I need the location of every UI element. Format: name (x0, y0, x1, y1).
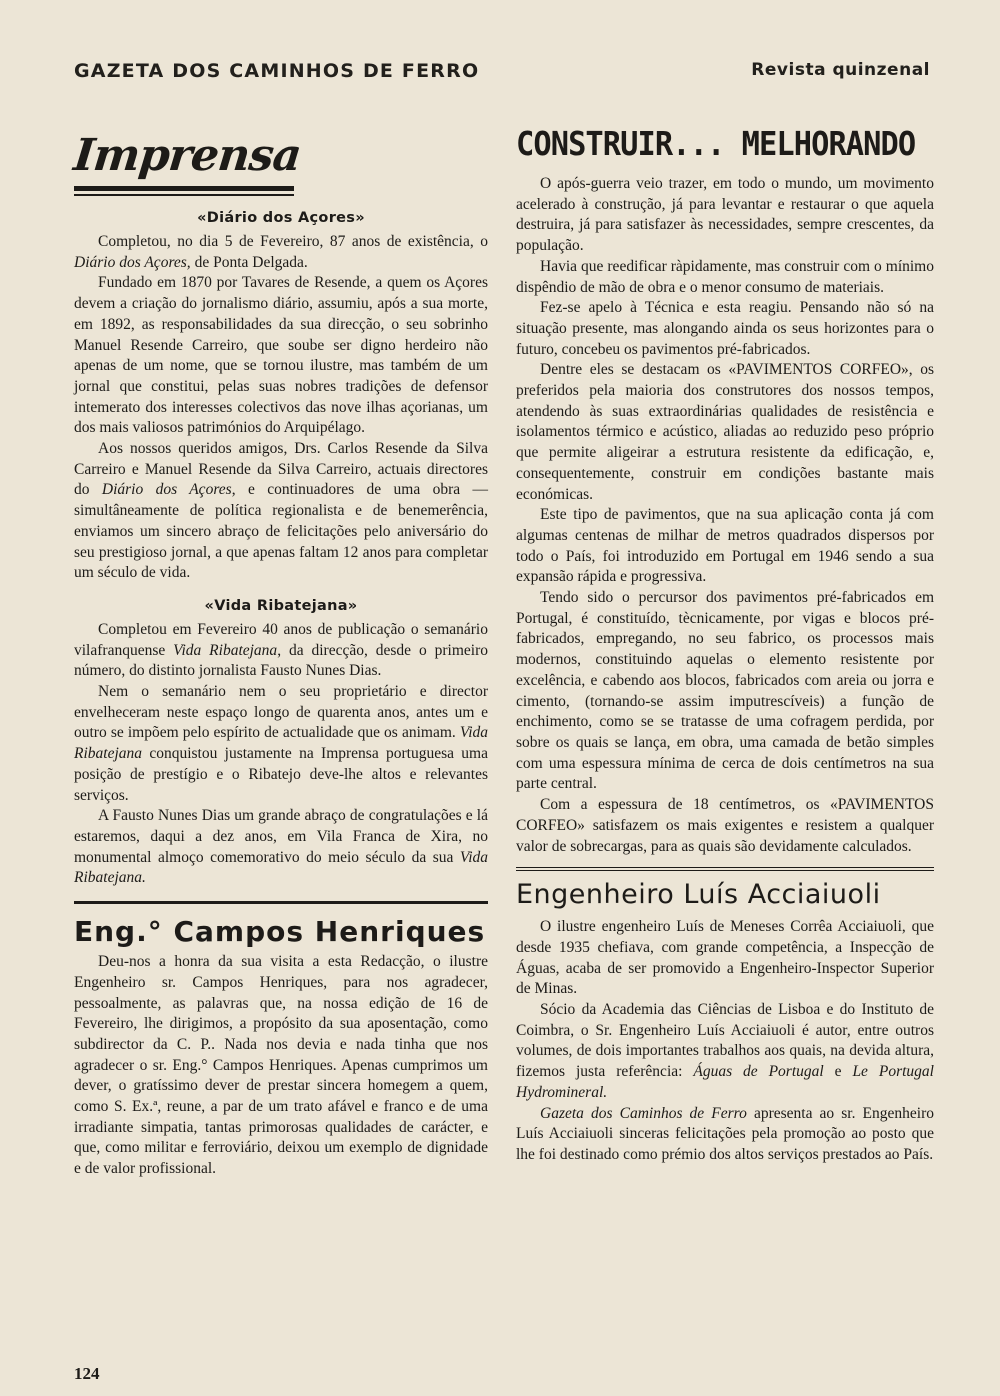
journal-title: GAZETA DOS CAMINHOS DE FERRO (74, 60, 480, 82)
paragraph: O ilustre engenheiro Luís de Meneses Corrêa Acciaiuoli, que desde 1935 chefiava, com grande competência, a Inspecção de Águas, acaba de ser promovido a Engenheiro-Inspector Superior de Minas. (516, 918, 934, 998)
vida-heading: «Vida Ribatejana» (204, 597, 358, 614)
paragraph: A Fausto Nunes Dias um grande abraço de congratulações e lá estaremos, daqui a dez anos, em Vila Franca de Xira, no monumental almoço comemorativo do meio século da sua Vida Ribatejana. (74, 807, 488, 887)
paragraph: Fez-se apelo à Técnica e esta reagiu. Pensando não só na situação presente, mas alongando ainda os seus horizontes para o futuro, concebeu os pavimentos pré-fabricados. (516, 299, 934, 358)
paragraph: Gazeta dos Caminhos de Ferro apresenta ao sr. Engenheiro Luís Acciaiuoli sinceras felicitações pela promoção ao posto que lhe foi destinado como prémio dos altos serviços prestados ao País. (516, 1104, 934, 1163)
paragraph: Nem o semanário nem o seu proprietário e director envelheceram neste espaço longo de quarenta anos, antes um e outro se impõem pelo espírito de actualidade que os animam. Vida Ribatejana conquistou justamente na Imprensa portuguesa uma posição de prestígio e o Ribatejo deve-lhe altos e relevantes serviços. (74, 683, 488, 804)
paragraph: O após-guerra veio trazer, em todo o mundo, um movimento acelerado à construção, já para levantar e restaurar o que aquela destruira, já para satisfazer às necessidades, sempre crescentes, da população. (516, 175, 934, 255)
journal-frequency: Revista quinzenal (751, 60, 930, 80)
paragraph: Deu-nos a honra da sua visita a esta Redacção, o ilustre Engenheiro sr. Campos Henriques, para nos agradecer, pessoalmente, as palavras que, na nossa edição de 16 de Fevereiro, lhe dirigimos, a propósito da sua aposentação, como subdirector da C. P.. Nada nos devia e nada tinha que nos agradecer o sr. Eng.° Campos Henriques. Apenas cumprimos um dever, o gratíssimo dever de prestar sincera homegem a quem, como S. Ex.ª, reune, a par de um trato afável e franco e de uma irradiante simpatia, tantas primorosas qualidades de carácter, e que, como militar e ferroviário, deixou um exemplo de dignidade e de valor profissional. (74, 953, 488, 1178)
paragraph: Com a espessura de 18 centímetros, os «PAVIMENTOS CORFEO» satisfazem os mais exigentes e resistem a qualquer valor de sobrecargas, para as quais são devidamente calculados. (516, 796, 934, 855)
paragraph: Completou em Fevereiro 40 anos de publicação o semanário vilafranquense Vida Ribatejana, da direcção, desde o primeiro número, do distinto jornalista Fausto Nunes Dias. (74, 620, 488, 680)
construir-title: CONSTRUIR... MELHORANDO (516, 124, 916, 163)
paragraph: Completou, no dia 5 de Fevereiro, 87 anos de existência, o Diário dos Açores, de Ponta Delgada. (74, 233, 488, 271)
paragraph: Havia que reedificar ràpidamente, mas construir com o mínimo dispêndio de mão de obra e o menor consumo de materiais. (516, 257, 934, 296)
paragraph: Fundado em 1870 por Tavares de Resende, a quem os Açores devem a criação do jornalismo diário, assumiu, após a sua morte, em 1892, as responsabilidades da sua direcção, o seu sobrinho Manuel Resende Carreiro, que soube ser digno herdeiro não apenas de um nome, que se tornou ilustre, mas também de um jornal que constitui, pelas suas nobres tradições de defensor intemerato dos interesses colectivos das nove ilhas açorianas, um dos mais valiosos patrimónios do Arquipélago. (74, 274, 488, 437)
left-column (71, 128, 488, 1180)
paragraph: Tendo sido o percursor dos pavimentos pré-fabricados em Portugal, é constituído, tècnicamente, por vigas e blocos pré-fabricados, empregando, no seu fabrico, os processos mais modernos, constituindo aquelas o elemento resistente por excelência, e cabendo aos blocos, fabricados com areia ou jorra e cimento, (tornando-se assim imputrescíveis) a função de enchimento, como se se tratasse de uma cofragem perdida, por sobre os quais se lança, em obra, uma camada de betão simples com uma espessura mínima de cerca de dois centímetros na sua parte central. (516, 589, 934, 793)
right-column (516, 122, 934, 1166)
section-divider (74, 901, 488, 904)
page-number: 124 (74, 1364, 100, 1383)
section-divider (516, 867, 934, 871)
campos-title: Eng.° Campos Henriques (74, 915, 486, 949)
diario-heading: «Diário dos Açores» (197, 210, 365, 226)
paragraph: Este tipo de pavimentos, que na sua aplicação conta já com algumas centenas de milhar de metros quadrados dispersos por todo o País, foi introduzido em Portugal em 1946 sendo a sua expansão rápida e progressiva. (516, 506, 934, 586)
paragraph: Aos nossos queridos amigos, Drs. Carlos Resende da Silva Carreiro e Manuel Resende da Silva Carreiro, actuais directores do Diário dos Açores, e continuadores de uma obra — simultâneamente de política regionalista e de benemerência, enviamos um sincero abraço de felicitações pelo aniversário do seu prestigioso jornal, a que apenas faltam 12 anos para completar um século de vida. (74, 440, 488, 582)
imprensa-title: Imprensa (71, 130, 304, 181)
title-rule-thin (74, 194, 294, 196)
paragraph: Dentre eles se destacam os «PAVIMENTOS CORFEO», os preferidos pela maioria dos construtores dos nossos tempos, atendendo às suas extraordinárias qualidades de resistência e isolamentos térmico e acústico, aliadas ao reduzido peso próprio que permite aligeirar a estrutura resistente da edificação, e, consequentemente, construir em condições bastante mais económicas. (516, 361, 934, 503)
title-rule (74, 186, 294, 191)
acciaiuoli-title: Engenheiro Luís Acciaiuoli (516, 879, 881, 911)
paragraph: Sócio da Academia das Ciências de Lisboa e do Instituto de Coimbra, o Sr. Engenheiro Luís Acciaiuoli é autor, entre outros volumes, de dois importantes trabalhos aos quais, na devida altura, fizemos justa referência: Águas de Portugal e Le Portugal Hydromineral. (516, 1001, 934, 1101)
